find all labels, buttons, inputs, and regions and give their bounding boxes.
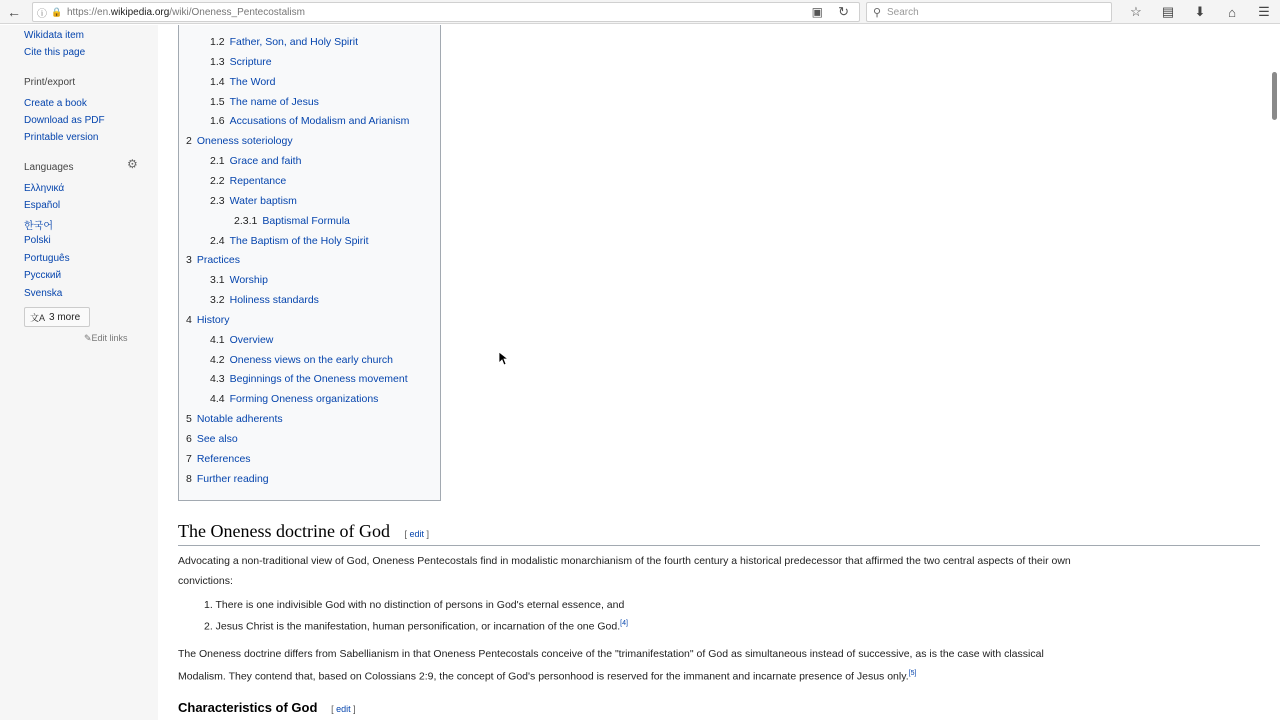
- toc-item[interactable]: [210, 393, 378, 405]
- toc-item[interactable]: [210, 175, 286, 187]
- list-item-text: 2. Jesus Christ is the manifestation, human personification, or incarnation of the one God.: [204, 620, 621, 633]
- language-link[interactable]: Ελληνικά: [24, 183, 65, 194]
- toc-number: 4.1: [210, 334, 225, 346]
- toc-item[interactable]: [210, 76, 276, 88]
- toc-number: 7: [186, 453, 192, 465]
- sidebar-heading-languages: Languages: [24, 162, 74, 173]
- toc-number: 1.6: [210, 115, 225, 127]
- library-icon[interactable]: ▤: [1161, 4, 1175, 19]
- toc-label: The Baptism of the Holy Spirit: [229, 235, 369, 247]
- search-bar[interactable]: [866, 2, 1112, 22]
- toc-item[interactable]: [210, 195, 297, 207]
- sidebar-link-create-book[interactable]: Create a book: [24, 98, 87, 109]
- sidebar: [0, 25, 158, 720]
- toc-label: Holiness standards: [229, 294, 319, 306]
- toc-label: Beginnings of the Oneness movement: [229, 373, 408, 385]
- browser-toolbar: [0, 0, 1280, 24]
- toc-label: History: [196, 314, 230, 326]
- toc-item[interactable]: [186, 314, 230, 326]
- more-languages-label: 3 more: [49, 311, 81, 323]
- toc-number: 3: [186, 254, 192, 266]
- language-link[interactable]: Polski: [24, 235, 51, 246]
- info-icon[interactable]: ⓘ: [37, 8, 47, 20]
- search-placeholder: Search: [887, 6, 919, 18]
- intro-line-1: Advocating a non-traditional view of God, Oneness Pentecostals find in modalistic monarchianism of the fourth century a historical predecessor that affirmed the two central aspects of their own: [178, 555, 1071, 567]
- sidebar-heading-print: Print/export: [24, 77, 76, 88]
- lock-icon: 🔒: [51, 6, 63, 17]
- toc-number: 2.2: [210, 175, 225, 187]
- edit-link-text[interactable]: edit: [409, 529, 424, 539]
- toc-item[interactable]: [186, 413, 283, 425]
- edit-link-text[interactable]: edit: [336, 704, 351, 714]
- reload-icon[interactable]: ↻: [838, 4, 849, 19]
- language-link[interactable]: Português: [24, 253, 70, 264]
- toc-item[interactable]: [210, 235, 369, 247]
- toc-number: 1.2: [210, 36, 225, 48]
- url-text: https://en.wikipedia.org/wiki/Oneness_Pentecostalism: [67, 6, 305, 18]
- back-arrow-icon[interactable]: ←: [7, 3, 21, 20]
- toc-number: 4.3: [210, 373, 225, 385]
- reference-link[interactable]: [4]: [620, 620, 628, 627]
- toc-number: 2: [186, 135, 192, 147]
- toc-label: Oneness views on the early church: [229, 354, 394, 366]
- paragraph: [178, 644, 1238, 687]
- toc-item[interactable]: [210, 334, 273, 346]
- language-link[interactable]: 한국어: [24, 221, 53, 232]
- edit-links-label: Edit links: [91, 333, 128, 343]
- list-item: [204, 620, 628, 633]
- toc-item[interactable]: [210, 373, 408, 385]
- toc-label: Baptismal Formula: [262, 215, 350, 227]
- toc-number: 4: [186, 314, 192, 326]
- mouse-cursor-icon: [499, 352, 509, 366]
- toc-number: 6: [186, 433, 192, 445]
- sidebar-link-cite[interactable]: Cite this page: [24, 47, 86, 58]
- toc-number: 1.5: [210, 96, 225, 108]
- toc-label: The name of Jesus: [229, 96, 319, 108]
- toc-label: Forming Oneness organizations: [229, 393, 379, 405]
- paragraph-line-2: [178, 664, 1238, 687]
- toc-label: The Word: [229, 76, 276, 88]
- pencil-icon: ✎: [84, 333, 92, 343]
- toc-label: Father, Son, and Holy Spirit: [229, 36, 359, 48]
- scrollbar-thumb[interactable]: [1272, 72, 1277, 120]
- toc-number: 1.3: [210, 56, 225, 68]
- download-icon[interactable]: ⬇: [1194, 4, 1206, 19]
- toolbar-icons: [1120, 0, 1280, 24]
- subsection-heading-text: Characteristics of God: [178, 700, 318, 715]
- reader-view-icon[interactable]: ▣: [811, 5, 823, 19]
- toc-number: 4.2: [210, 354, 225, 366]
- edit-links[interactable]: [84, 333, 128, 344]
- language-link[interactable]: Español: [24, 200, 61, 211]
- toc-item[interactable]: [186, 254, 240, 266]
- sidebar-link-printable[interactable]: Printable version: [24, 132, 99, 143]
- paragraph-line-2-text: Modalism. They contend that, based on Colossians 2:9, the concept of God's personhood is reserved for the immanent and incarnate presence of Jesus only.: [178, 670, 909, 683]
- toc-label: Scripture: [229, 56, 272, 68]
- search-icon: ⚲: [872, 6, 882, 19]
- toc-number: 8: [186, 473, 192, 485]
- heading-divider: [178, 545, 1260, 546]
- toc-label: Grace and faith: [229, 155, 302, 167]
- section-edit-link[interactable]: [ edit ]: [404, 529, 429, 539]
- more-languages-button[interactable]: [24, 307, 90, 327]
- toc-number: 2.4: [210, 235, 225, 247]
- table-of-contents: [178, 25, 441, 501]
- toc-item[interactable]: [210, 115, 409, 127]
- subsection-edit-link[interactable]: [ edit ]: [331, 704, 356, 714]
- gear-icon[interactable]: ⚙: [127, 157, 138, 171]
- toc-number: 3.1: [210, 274, 225, 286]
- toc-label: Repentance: [229, 175, 287, 187]
- toc-item[interactable]: [210, 36, 358, 48]
- toc-label: Oneness soteriology: [196, 135, 293, 147]
- toc-number: 4.4: [210, 393, 225, 405]
- sidebar-link-wikidata[interactable]: Wikidata item: [24, 30, 85, 41]
- list-item: 1. There is one indivisible God with no distinction of persons in God's eternal essence, and: [204, 599, 625, 611]
- toc-label: Notable adherents: [196, 413, 283, 425]
- sidebar-link-download-pdf[interactable]: Download as PDF: [24, 115, 105, 126]
- toc-number: 5: [186, 413, 192, 425]
- menu-icon[interactable]: ☰: [1258, 4, 1270, 19]
- toc-label: Practices: [196, 254, 241, 266]
- toc-item[interactable]: [186, 135, 293, 147]
- toc-number: 3.2: [210, 294, 225, 306]
- toc-item[interactable]: [210, 155, 301, 167]
- toc-label: Further reading: [196, 473, 269, 485]
- toc-item[interactable]: [210, 294, 319, 306]
- toc-item[interactable]: [234, 215, 350, 227]
- toc-number: 2.3.1: [234, 215, 258, 227]
- toc-label: References: [196, 453, 251, 465]
- toc-label: Water baptism: [229, 195, 297, 207]
- language-link[interactable]: Русский: [24, 270, 62, 281]
- reference-link[interactable]: [5]: [908, 670, 917, 677]
- toc-item[interactable]: [186, 473, 269, 485]
- toc-number: 1.4: [210, 76, 225, 88]
- home-icon[interactable]: ⌂: [1228, 4, 1236, 20]
- address-bar[interactable]: [32, 2, 860, 22]
- toc-label: See also: [196, 433, 238, 445]
- section-heading-text: The Oneness doctrine of God: [178, 521, 390, 541]
- bookmark-star-icon[interactable]: ☆: [1130, 4, 1142, 19]
- toc-item[interactable]: [186, 433, 238, 445]
- toc-item[interactable]: [210, 354, 393, 366]
- toc-number: 2.1: [210, 155, 225, 167]
- toc-label: Overview: [229, 334, 274, 346]
- language-link[interactable]: Svenska: [24, 288, 63, 299]
- paragraph-line-1: The Oneness doctrine differs from Sabellianism in that Oneness Pentecostals conceive of the "trimanifestation" of God as simultaneous instead of successive, as is the case with classical: [178, 648, 1044, 660]
- subsection-heading: [178, 700, 356, 715]
- toc-item[interactable]: [210, 274, 268, 286]
- toc-item[interactable]: [210, 56, 272, 68]
- toc-item[interactable]: [186, 453, 251, 465]
- intro-line-2: convictions:: [178, 575, 233, 587]
- intro-paragraph: [178, 551, 1238, 591]
- toc-label: Worship: [229, 274, 268, 286]
- toc-number: 2.3: [210, 195, 225, 207]
- toc-label: Accusations of Modalism and Arianism: [229, 115, 410, 127]
- section-heading: [178, 521, 429, 542]
- translate-icon: 文A: [30, 312, 46, 323]
- toc-item[interactable]: [210, 96, 319, 108]
